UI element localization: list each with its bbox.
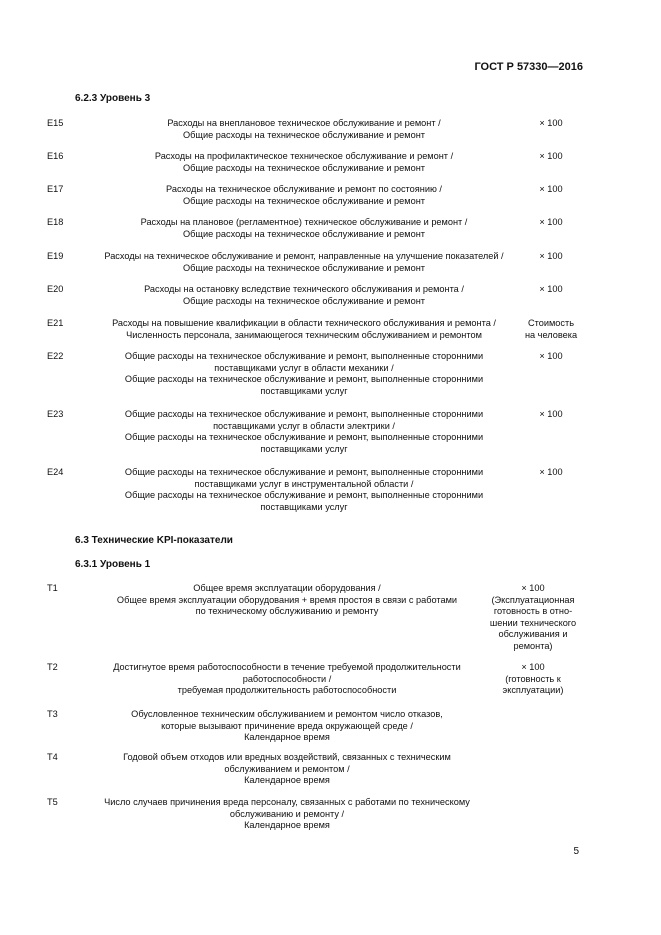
kpi-formula bbox=[78, 318, 530, 341]
kpi-multiplier bbox=[514, 217, 588, 229]
multiplier-line: Стоимость bbox=[528, 318, 574, 328]
kpi-multiplier bbox=[514, 184, 588, 196]
multiplier-line: × 100 bbox=[539, 118, 563, 128]
formula-line: Общие расходы на техническое обслуживание и ремонт, выполненные сторонними bbox=[124, 490, 484, 501]
multiplier-line: × 100 bbox=[539, 284, 563, 294]
multiplier-line: готовность в отно- bbox=[493, 606, 573, 617]
kpi-formula bbox=[78, 118, 530, 141]
page-number: 5 bbox=[573, 846, 579, 857]
multiplier-line: шении технического bbox=[489, 617, 577, 628]
kpi-formula bbox=[78, 709, 496, 744]
kpi-formula bbox=[78, 752, 496, 787]
multiplier-line: × 100 bbox=[539, 151, 563, 161]
formula-line: Общие расходы на техническое обслуживание и ремонт, выполненные сторонними bbox=[124, 409, 484, 419]
multiplier-line: × 100 bbox=[539, 409, 563, 419]
formula-line: Общие расходы на техническое обслуживание и ремонт, выполненные сторонними bbox=[124, 467, 484, 477]
formula-line: требуемая продолжительность работоспособности bbox=[177, 685, 397, 696]
formula-line: Расходы на повышение квалификации в области технического обслуживания и ремонта / bbox=[112, 318, 496, 328]
formula-line: Общее время эксплуатации оборудования / bbox=[193, 583, 381, 593]
kpi-formula bbox=[78, 662, 496, 697]
multiplier-line: × 100 bbox=[539, 351, 563, 361]
kpi-multiplier bbox=[480, 583, 586, 653]
multiplier-line: × 100 bbox=[521, 583, 545, 593]
kpi-formula bbox=[78, 151, 530, 174]
formula-line: Календарное время bbox=[244, 775, 330, 786]
kpi-code: T1 bbox=[47, 583, 58, 593]
kpi-multiplier bbox=[514, 467, 588, 479]
kpi-code: E20 bbox=[47, 284, 64, 294]
kpi-formula bbox=[78, 467, 530, 513]
formula-line: поставщиками услуг bbox=[260, 443, 348, 454]
kpi-formula bbox=[78, 184, 530, 207]
formula-line: Расходы на остановку вследствие технического обслуживания и ремонта / bbox=[144, 284, 464, 294]
kpi-code: E15 bbox=[47, 118, 64, 128]
formula-line: Обусловленное техническим обслуживанием и ремонтом число отказов, bbox=[131, 709, 443, 719]
multiplier-line: на человека bbox=[524, 329, 578, 340]
kpi-formula bbox=[78, 351, 530, 397]
formula-line: Расходы на внеплановое техническое обслуживание и ремонт / bbox=[167, 118, 441, 128]
kpi-formula bbox=[78, 409, 530, 455]
kpi-formula bbox=[78, 284, 530, 307]
multiplier-line: (Эксплуатационная bbox=[491, 594, 575, 605]
kpi-code: E18 bbox=[47, 217, 64, 227]
multiplier-line: (готовность к bbox=[505, 673, 561, 684]
formula-line: Общие расходы на техническое обслуживание и ремонт, выполненные сторонними bbox=[124, 351, 484, 361]
multiplier-line: × 100 bbox=[539, 251, 563, 261]
formula-line: Общие расходы на техническое обслуживание и ремонт, выполненные сторонними bbox=[124, 374, 484, 385]
kpi-multiplier bbox=[514, 118, 588, 130]
formula-line: Общие расходы на техническое обслуживание и ремонт, выполненные сторонними bbox=[124, 432, 484, 443]
kpi-code: E22 bbox=[47, 351, 64, 361]
formula-line: Расходы на техническое обслуживание и ремонт по состоянию / bbox=[166, 184, 442, 194]
kpi-multiplier bbox=[514, 409, 588, 421]
kpi-formula bbox=[78, 251, 530, 274]
formula-line: обслуживанием и ремонтом / bbox=[224, 763, 350, 774]
formula-line: по техническому обслуживанию и ремонту bbox=[195, 606, 379, 617]
kpi-multiplier bbox=[514, 151, 588, 163]
formula-line: Календарное время bbox=[244, 732, 330, 743]
kpi-multiplier bbox=[514, 284, 588, 296]
formula-line: Численность персонала, занимающегося техническим обслуживанием и ремонтом bbox=[126, 329, 482, 340]
formula-line: поставщиками услуг bbox=[260, 501, 348, 512]
section-heading-6-2-3: 6.2.3 Уровень 3 bbox=[75, 93, 151, 104]
kpi-code: E17 bbox=[47, 184, 64, 194]
multiplier-line: × 100 bbox=[539, 467, 563, 477]
section-heading-6-3-1: 6.3.1 Уровень 1 bbox=[75, 559, 151, 570]
kpi-formula bbox=[78, 797, 496, 832]
kpi-formula bbox=[78, 217, 530, 240]
formula-line: Достигнутое время работоспособности в течение требуемой продолжительности bbox=[113, 662, 461, 672]
formula-line: Годовой объем отходов или вредных воздействий, связанных с техническим bbox=[123, 752, 451, 762]
formula-line: поставщиками услуг в области механики / bbox=[214, 362, 394, 373]
document-id: ГОСТ Р 57330—2016 bbox=[474, 61, 583, 73]
formula-line: Общие расходы на техническое обслуживание и ремонт bbox=[183, 162, 425, 173]
kpi-code: T5 bbox=[47, 797, 58, 807]
formula-line: работоспособности / bbox=[242, 673, 332, 684]
formula-line: Расходы на профилактическое техническое обслуживание и ремонт / bbox=[154, 151, 454, 161]
kpi-code: T2 bbox=[47, 662, 58, 672]
kpi-multiplier bbox=[514, 318, 588, 341]
kpi-code: E21 bbox=[47, 318, 64, 328]
kpi-code: E19 bbox=[47, 251, 64, 261]
kpi-code: E23 bbox=[47, 409, 64, 419]
kpi-multiplier bbox=[480, 662, 586, 697]
formula-line: обслуживанию и ремонту / bbox=[229, 808, 345, 819]
formula-line: Общие расходы на техническое обслуживание и ремонт bbox=[183, 228, 425, 239]
multiplier-line: × 100 bbox=[539, 184, 563, 194]
multiplier-line: × 100 bbox=[521, 662, 545, 672]
multiplier-line: эксплуатации) bbox=[502, 685, 564, 696]
formula-line: Общие расходы на техническое обслуживание и ремонт bbox=[183, 195, 425, 206]
kpi-multiplier bbox=[514, 251, 588, 263]
kpi-formula bbox=[78, 583, 496, 618]
formula-line: поставщиками услуг bbox=[260, 385, 348, 396]
formula-line: которые вызывают причинение вреда окружающей среде / bbox=[161, 720, 413, 731]
formula-line: Календарное время bbox=[244, 820, 330, 831]
multiplier-line: обслуживания и bbox=[498, 629, 568, 640]
kpi-code: T4 bbox=[47, 752, 58, 762]
kpi-code: E16 bbox=[47, 151, 64, 161]
section-heading-6-3: 6.3 Технические KPI-показатели bbox=[75, 535, 233, 546]
kpi-code: E24 bbox=[47, 467, 64, 477]
formula-line: поставщиками услуг в области электрики / bbox=[213, 420, 395, 431]
multiplier-line: × 100 bbox=[539, 217, 563, 227]
multiplier-line: ремонта) bbox=[513, 640, 553, 651]
formula-line: Общие расходы на техническое обслуживание и ремонт bbox=[183, 129, 425, 140]
formula-line: Расходы на плановое (регламентное) техническое обслуживание и ремонт / bbox=[140, 217, 468, 227]
formula-line: Общие расходы на техническое обслуживание и ремонт bbox=[183, 262, 425, 273]
formula-line: Общие расходы на техническое обслуживание и ремонт bbox=[183, 295, 425, 306]
kpi-code: T3 bbox=[47, 709, 58, 719]
formula-line: поставщиками услуг в инструментальной области / bbox=[194, 478, 414, 489]
formula-line: Число случаев причинения вреда персоналу, связанных с работами по техническому bbox=[104, 797, 470, 807]
formula-line: Расходы на техническое обслуживание и ремонт, направленные на улучшение показателей / bbox=[104, 251, 504, 261]
kpi-multiplier bbox=[514, 351, 588, 363]
formula-line: Общее время эксплуатации оборудования + время простоя в связи с работами bbox=[116, 594, 458, 605]
